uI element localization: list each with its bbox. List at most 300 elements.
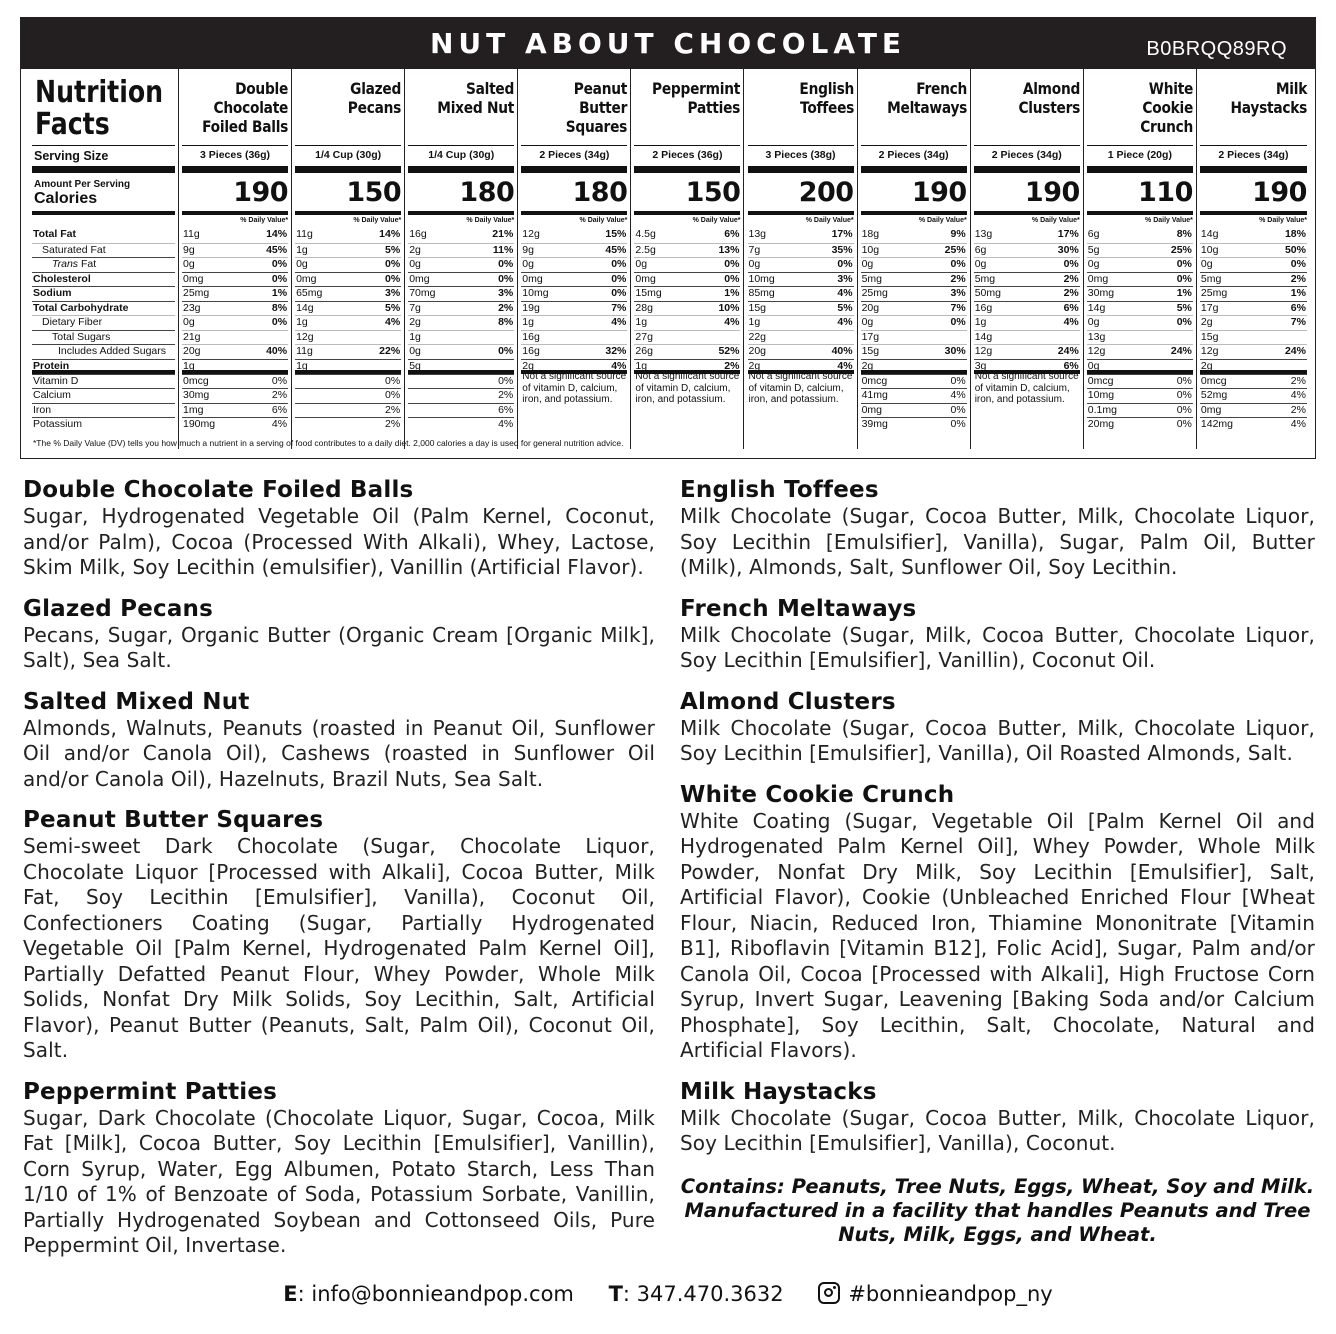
ingredient-title: Almond Clusters <box>680 688 896 715</box>
nutrient-percent: 0% <box>611 287 627 299</box>
nutrient-amount: 12g <box>1087 345 1106 357</box>
nutrient-row <box>1200 286 1307 301</box>
nutrient-percent: 21% <box>492 228 514 240</box>
ingredient-text: Milk Chocolate (Sugar, Cocoa Butter, Milk, Chocolate Liquor, Soy Lecithin [Emulsifier], Vanilla), Coconut. <box>680 1105 1315 1155</box>
nutrient-row <box>521 344 627 359</box>
nutrient-row <box>974 344 1080 359</box>
product-name: Double Chocolate Foiled Balls <box>202 79 289 136</box>
nutrient-percent: 0% <box>271 272 288 285</box>
nutrient-amount: 14g <box>296 301 314 314</box>
product-name: Peanut Butter Squares <box>566 79 628 136</box>
nutrient-amount: 16g <box>522 330 540 343</box>
nutrient-percent: 30% <box>944 345 966 357</box>
serving-size: 2 Pieces (34g) <box>539 149 610 161</box>
nutrient-label: Total Carbohydrate <box>32 301 175 316</box>
nutrient-percent: 2% <box>724 359 740 372</box>
product-name: English Toffees <box>798 79 854 117</box>
nutrient-amount: 9g <box>522 243 534 256</box>
nutrient-percent: 0% <box>724 272 740 285</box>
email-address[interactable]: info@bonnieandpop.com <box>311 1282 574 1306</box>
nutrient-amount: 28g <box>635 301 653 314</box>
amount-per-serving-label: Amount Per Serving <box>34 179 131 190</box>
nutrient-percent: 0% <box>498 345 514 357</box>
product-column-inner <box>295 69 401 449</box>
nutrient-row <box>634 344 740 359</box>
nutrient-row <box>634 272 740 287</box>
nutrient-row <box>861 388 967 403</box>
divider <box>1087 145 1193 146</box>
ingredient-title: Salted Mixed Nut <box>23 688 250 715</box>
nutrient-amount: 13g <box>748 228 767 240</box>
nutrient-percent: 0% <box>1063 258 1079 270</box>
nutrient-amount: 10mg <box>1087 389 1115 401</box>
phone-number[interactable]: 347.470.3632 <box>636 1282 784 1306</box>
nutrient-amount: 1g <box>296 316 308 328</box>
nutrient-percent: 1% <box>724 287 740 299</box>
nutrient-row <box>1087 344 1193 359</box>
nutrient-percent: 4% <box>837 316 853 328</box>
nutrient-row <box>748 301 854 316</box>
nutrient-percent: 2% <box>271 389 288 401</box>
nutrient-row <box>182 388 288 403</box>
not-significant-note: Not a significant source of vitamin D, calcium, iron, and potassium. <box>635 371 740 405</box>
nutrient-percent: 8% <box>271 301 288 314</box>
ingredient-block <box>680 1078 1315 1157</box>
ingredient-title: French Meltaways <box>680 595 917 622</box>
nutrient-amount: 15g <box>861 345 880 357</box>
email-contact: E: info@bonnieandpop.com <box>283 1282 574 1306</box>
nutrient-amount: 190mg <box>183 418 216 430</box>
ingredient-title: Glazed Pecans <box>23 595 214 622</box>
nutrient-row <box>408 315 514 330</box>
nutrient-amount: 0g <box>522 258 534 270</box>
divider <box>634 166 740 173</box>
nutrient-amount: 14g <box>1200 228 1219 240</box>
nutrient-percent: 0% <box>1176 272 1192 285</box>
nutrient-amount: 14g <box>974 330 993 343</box>
nutrient-amount: 19g <box>522 301 540 314</box>
nutrient-amount: 1g <box>748 316 761 328</box>
product-name: Almond Clusters <box>1018 79 1080 117</box>
nutrient-percent: 0% <box>950 403 966 416</box>
nutrient-percent: 4% <box>950 389 966 401</box>
nutrient-amount: 1g <box>183 359 195 372</box>
nutrient-row <box>295 403 401 418</box>
nutrient-amount: 2g <box>748 359 761 372</box>
serving-size: 3 Pieces (38g) <box>765 149 836 161</box>
nutrient-row <box>861 374 967 389</box>
nutrient-row <box>295 228 401 243</box>
nutrient-label: Total Sugars <box>32 330 175 345</box>
label-column-inner <box>32 69 175 449</box>
nutrient-labels <box>32 228 175 432</box>
product-column-inner <box>521 69 627 449</box>
nutrient-amount: 0mg <box>635 272 656 285</box>
product-column-inner <box>408 69 514 449</box>
daily-value-header: % Daily Value* <box>466 217 515 224</box>
nutrient-values <box>974 228 1080 374</box>
ingredient-block <box>680 688 1315 767</box>
instagram-handle[interactable]: #bonnieandpop_ny <box>848 1282 1053 1306</box>
divider <box>408 145 514 146</box>
calories-value: 180 <box>572 177 628 208</box>
product-name: Peppermint Patties <box>652 79 741 117</box>
nutrient-row <box>634 243 740 258</box>
nutrient-amount: 2g <box>409 243 421 256</box>
nutrient-percent: 4% <box>611 316 627 328</box>
nutrient-row <box>521 330 627 345</box>
product-column-inner <box>1200 69 1307 449</box>
nutrient-row <box>408 374 514 389</box>
nutrient-amount: 16g <box>522 345 540 357</box>
panel-header <box>21 18 1315 69</box>
nutrient-amount: 13g <box>1087 330 1106 343</box>
nutrient-amount: 0g <box>1087 258 1100 270</box>
nutrient-row <box>861 257 967 272</box>
nutrient-amount: 5mg <box>861 272 883 285</box>
nutrient-amount: 10g <box>1200 243 1219 256</box>
nutrient-row <box>1087 315 1193 330</box>
nutrient-row <box>748 257 854 272</box>
serving-size: 1 Piece (20g) <box>1107 149 1172 161</box>
nutrient-row <box>861 359 967 374</box>
product-column <box>405 69 518 449</box>
product-name: French Meltaways <box>886 79 967 117</box>
calories-value: 150 <box>346 177 402 208</box>
nutrient-percent: 8% <box>498 316 514 328</box>
nutrient-percent: 0% <box>611 258 627 270</box>
nutrient-values <box>634 228 740 374</box>
divider <box>295 145 401 146</box>
nutrient-row <box>295 243 401 258</box>
divider <box>32 166 175 173</box>
nutrient-amount: 6g <box>974 243 987 256</box>
nutrient-amount: 20mg <box>1087 418 1115 430</box>
nutrient-percent: 0% <box>271 258 288 270</box>
nutrient-values <box>1087 228 1193 432</box>
nutrient-percent: 0% <box>1176 389 1192 401</box>
nutrient-row <box>634 330 740 345</box>
nutrient-percent: 5% <box>385 301 401 314</box>
contact-footer <box>0 1281 1336 1306</box>
nutrient-amount: 17g <box>861 330 880 343</box>
nutrient-row <box>1200 417 1307 432</box>
nutrient-amount: 1g <box>522 316 534 328</box>
nutrient-row <box>1200 330 1307 345</box>
nutrient-row <box>182 286 288 301</box>
phone-contact: T: 347.470.3632 <box>608 1282 784 1306</box>
nutrient-percent: 7% <box>611 301 627 314</box>
nutrient-row <box>861 417 967 432</box>
nutrient-label: Includes Added Sugars <box>32 344 175 359</box>
nutrient-percent: 17% <box>1057 228 1079 240</box>
nutrient-amount: 0mcg <box>1200 374 1227 387</box>
product-column <box>971 69 1084 449</box>
nutrient-percent: 4% <box>1290 389 1306 401</box>
nutrient-percent: 4% <box>724 316 740 328</box>
nutrient-row <box>521 301 627 316</box>
calories-value: 110 <box>1138 177 1193 208</box>
nutrient-row <box>521 315 627 330</box>
divider <box>748 145 854 146</box>
nutrient-row <box>295 301 401 316</box>
nutrient-percent: 2% <box>498 301 514 314</box>
nutrient-percent: 40% <box>831 345 853 357</box>
nutrient-row <box>974 286 1080 301</box>
nutrient-row <box>748 286 854 301</box>
daily-value-header: % Daily Value* <box>240 217 289 224</box>
nutrient-percent: 17% <box>831 228 853 240</box>
nutrient-amount: 0g <box>183 316 195 328</box>
ingredient-block <box>23 806 655 1064</box>
nutrient-label: Sodium <box>32 286 175 301</box>
nutrient-percent: 22% <box>379 345 401 357</box>
calories-label: Calories <box>34 190 98 207</box>
nutrient-amount: 2g <box>1200 359 1213 372</box>
nutrient-amount: 26g <box>635 345 653 357</box>
nutrient-percent: 6% <box>271 403 288 416</box>
nutrient-row <box>182 301 288 316</box>
serving-size-label: Serving Size <box>34 149 109 163</box>
nutrient-percent: 2% <box>385 403 401 416</box>
nutrient-percent: 4% <box>1063 316 1079 328</box>
nutrient-row <box>1200 403 1307 418</box>
nutrient-amount: 1g <box>296 243 308 256</box>
nutrient-percent: 0% <box>837 258 853 270</box>
nutrient-row <box>1087 286 1193 301</box>
nutrient-row <box>1200 257 1307 272</box>
nutrient-row <box>861 315 967 330</box>
nutrient-row <box>1200 301 1307 316</box>
nutrient-percent: 1% <box>271 287 288 299</box>
nutrient-amount: 5mg <box>1200 272 1222 285</box>
nutrient-percent: 3% <box>837 272 853 285</box>
ingredient-title: Milk Haystacks <box>680 1078 877 1105</box>
ingredient-title: Double Chocolate Foiled Balls <box>23 477 414 503</box>
nutrient-label <box>32 257 175 272</box>
nutrient-percent: 0% <box>498 374 514 387</box>
ingredient-text: Milk Chocolate (Sugar, Cocoa Butter, Milk, Chocolate Liquor, Soy Lecithin [Emulsifier], Vanilla), Sugar, Palm Oil, Butter (Milk), Almonds, Salt, Sunflower Oil, Soy Lecithin. <box>680 504 1315 579</box>
nutrient-label: Protein <box>32 359 175 374</box>
nutrient-percent: 0% <box>271 316 288 328</box>
not-significant-note: Not a significant source of vitamin D, calcium, iron, and potassium. <box>522 371 627 405</box>
nutrient-row <box>1200 374 1307 389</box>
product-column <box>1084 69 1197 449</box>
ingredients-right-column <box>680 476 1315 1171</box>
ingredient-block <box>680 476 1315 581</box>
divider <box>748 211 854 215</box>
trans-prefix: Trans <box>52 258 79 270</box>
nutrient-amount: 1g <box>635 316 648 328</box>
nutrient-row <box>182 257 288 272</box>
nutrient-values <box>295 228 401 432</box>
nutrient-row <box>974 301 1080 316</box>
nutrient-label: Total Fat <box>33 228 76 240</box>
nutrient-amount: 10g <box>861 243 880 256</box>
nutrient-percent: 0% <box>950 418 966 430</box>
divider <box>634 145 740 146</box>
product-column-inner <box>974 69 1080 449</box>
nutrient-amount: 1g <box>635 359 648 372</box>
serving-size: 2 Pieces (34g) <box>991 149 1062 161</box>
nutrient-percent: 2% <box>498 389 514 401</box>
product-name: Milk Haystacks <box>1230 79 1307 117</box>
nutrient-row <box>295 359 401 374</box>
nutrient-percent: 0% <box>498 258 514 270</box>
nutrient-row <box>295 286 401 301</box>
nutrient-row <box>634 257 740 272</box>
nutrient-percent: 25% <box>1170 243 1192 256</box>
nutrient-row <box>748 344 854 359</box>
email-label: E <box>283 1282 298 1306</box>
nutrient-row <box>1087 272 1193 287</box>
nutrient-amount: 0g <box>296 258 308 270</box>
daily-value-header: % Daily Value* <box>918 217 967 224</box>
nutrient-amount: 2g <box>1200 316 1213 328</box>
nutrient-amount: 4.5g <box>635 228 656 240</box>
divider <box>1200 166 1307 173</box>
nutrient-amount: 70mg <box>409 287 436 299</box>
nutrient-row <box>408 272 514 287</box>
nutrient-percent: 6% <box>1063 301 1079 314</box>
nutrient-row <box>634 315 740 330</box>
nutrient-row <box>408 257 514 272</box>
nutrient-amount: 5g <box>1087 243 1100 256</box>
nutrient-row <box>861 286 967 301</box>
nutrient-row <box>861 344 967 359</box>
nutrient-row <box>1200 243 1307 258</box>
divider <box>974 166 1080 173</box>
nutrient-percent: 32% <box>605 345 627 357</box>
nutrient-row <box>634 301 740 316</box>
nutrient-amount: 0.1mg <box>1087 403 1117 416</box>
nutrient-percent: 10% <box>718 301 740 314</box>
nutrient-amount: 1g <box>409 330 421 343</box>
product-title: NUT ABOUT CHOCOLATE <box>429 27 907 60</box>
divider <box>1087 211 1193 215</box>
serving-size: 2 Pieces (34g) <box>878 149 949 161</box>
nutrient-percent: 52% <box>718 345 740 357</box>
nutrient-label: Dietary Fiber <box>32 315 175 330</box>
nutrient-percent: 8% <box>1176 228 1192 240</box>
nutrient-row <box>408 344 514 359</box>
divider <box>32 145 175 146</box>
nutrient-amount: 2g <box>409 316 421 328</box>
ingredient-block <box>23 476 655 581</box>
nutrient-percent: 4% <box>271 418 288 430</box>
product-name: Salted Mixed Nut <box>437 79 515 117</box>
nutrient-percent: 4% <box>498 418 514 430</box>
nutrient-row <box>182 359 288 374</box>
ingredient-block <box>23 688 655 793</box>
trans-suffix: Fat <box>78 258 97 270</box>
product-code: B0BRQQ89RQ <box>1146 38 1287 60</box>
nutrient-row <box>521 257 627 272</box>
nutrient-amount: 11g <box>183 228 200 240</box>
nutrient-row <box>974 243 1080 258</box>
nutrient-row <box>182 374 288 389</box>
nutrient-values <box>1200 228 1307 432</box>
nutrient-percent: 4% <box>385 316 401 328</box>
nutrient-row <box>182 272 288 287</box>
product-column <box>858 69 971 449</box>
nutrient-percent: 0% <box>385 374 401 387</box>
nutrient-row <box>1200 315 1307 330</box>
nutrient-row <box>182 330 288 345</box>
nutrient-amount: 50mg <box>974 287 1001 299</box>
nutrient-row <box>1200 388 1307 403</box>
divider <box>521 145 627 146</box>
nutrient-percent: 3% <box>498 287 514 299</box>
ingredient-text: Pecans, Sugar, Organic Butter (Organic Cream [Organic Milk], Salt), Sea Salt. <box>23 622 655 672</box>
product-column-inner <box>748 69 854 449</box>
nutrient-row <box>408 403 514 418</box>
nutrient-row <box>1087 257 1193 272</box>
daily-value-header: % Daily Value* <box>579 217 628 224</box>
nutrient-amount: 5mg <box>974 272 996 285</box>
daily-value-footnote: *The % Daily Value (DV) tells you how much a nutrient in a serving of food contributes to a daily diet. 2,000 calories a day is used for general nutrition advice. <box>33 438 624 448</box>
nutrient-row <box>295 374 401 389</box>
daily-value-header: % Daily Value* <box>353 217 402 224</box>
nutrient-percent: 18% <box>1284 228 1306 240</box>
nutrient-amount: 30mg <box>1087 287 1115 299</box>
nutrient-percent: 0% <box>1290 258 1306 270</box>
product-column <box>1197 69 1310 449</box>
nutrient-values <box>521 228 627 374</box>
nutrient-row <box>182 228 288 243</box>
nutrient-amount: 0g <box>861 316 874 328</box>
nutrient-percent: 14% <box>379 228 401 240</box>
nutrient-amount: 11g <box>296 228 313 240</box>
nutrient-amount: 1mg <box>183 403 204 416</box>
divider <box>861 211 967 215</box>
ingredient-title: Peppermint Patties <box>23 1078 278 1105</box>
ingredient-text: Semi-sweet Dark Chocolate (Sugar, Chocolate Liquor, Chocolate Liquor [Processed with Alkali], Cocoa Butter, Milk Fat, Soy Lecithin [Emulsifier], Vanilla), Coconut Oil, Confectioners Coating (Sugar, Partially Hydrogenated Vegetable Oil [Palm Kernel, Hydrogenated Palm Kernel Oil], Partially Defatted Peanut Flour, Whey Powder, Whole Milk Solids, Nonfat Dry Milk Solids, Soy Lecithin, Salt, Artificial Flavor), Peanut Butter (Peanuts, Salt, Palm Oil), Coconut Oil, Salt. <box>23 834 655 1062</box>
nutrient-amount: 11g <box>296 345 313 357</box>
product-column <box>745 69 858 449</box>
ingredient-block <box>23 1078 655 1259</box>
nutrient-amount: 0g <box>861 258 874 270</box>
nutrient-percent: 24% <box>1170 345 1192 357</box>
nutrient-row <box>1200 359 1307 374</box>
nutrient-row <box>861 243 967 258</box>
nutrient-amount: 25mg <box>1200 287 1228 299</box>
nutrient-amount: 25mg <box>183 287 210 299</box>
daily-value-header: % Daily Value* <box>805 217 854 224</box>
nutrient-percent: 2% <box>385 418 401 430</box>
serving-size: 2 Pieces (34g) <box>1218 149 1289 161</box>
ingredient-block <box>680 595 1315 674</box>
nutrient-amount: 0g <box>1087 359 1100 372</box>
divider <box>182 166 288 173</box>
nutrient-row <box>748 228 854 243</box>
daily-value-header: % Daily Value* <box>692 217 741 224</box>
nutrition-facts-title: Nutrition Facts <box>35 75 164 142</box>
product-name: Glazed Pecans <box>347 79 402 117</box>
product-column <box>292 69 405 449</box>
calories-value: 190 <box>1252 177 1307 208</box>
nutrient-percent: 2% <box>1063 287 1079 299</box>
nutrient-row <box>408 301 514 316</box>
divider <box>408 211 514 215</box>
nutrient-percent: 15% <box>605 228 627 240</box>
nutrient-amount: 5g <box>409 359 421 372</box>
nutrient-percent: 5% <box>837 301 853 314</box>
nutrient-row <box>408 417 514 432</box>
allergen-statement: Contains: Peanuts, Tree Nuts, Eggs, Wheat, Soy and Milk. Manufactured in a facility that handles Peanuts and Tree Nuts, Milk, Eggs, and Wheat. <box>680 1175 1315 1246</box>
ingredient-text: Sugar, Dark Chocolate (Chocolate Liquor, Sugar, Cocoa, Milk Fat [Milk], Cocoa Butter, Soy Lecithin [Emulsifier], Vanillin), Corn Syrup, Water, Egg Albumen, Potato Starch, Less Than 1/10 of 1% of Benzoate of Soda, Potassium Sorbate, Vanillin, Partially Hydrogenated Soybean and Cottonseed Oils, Pure Peppermint Oil, Invertase. <box>23 1105 655 1257</box>
nutrient-percent: 2% <box>1290 403 1306 416</box>
